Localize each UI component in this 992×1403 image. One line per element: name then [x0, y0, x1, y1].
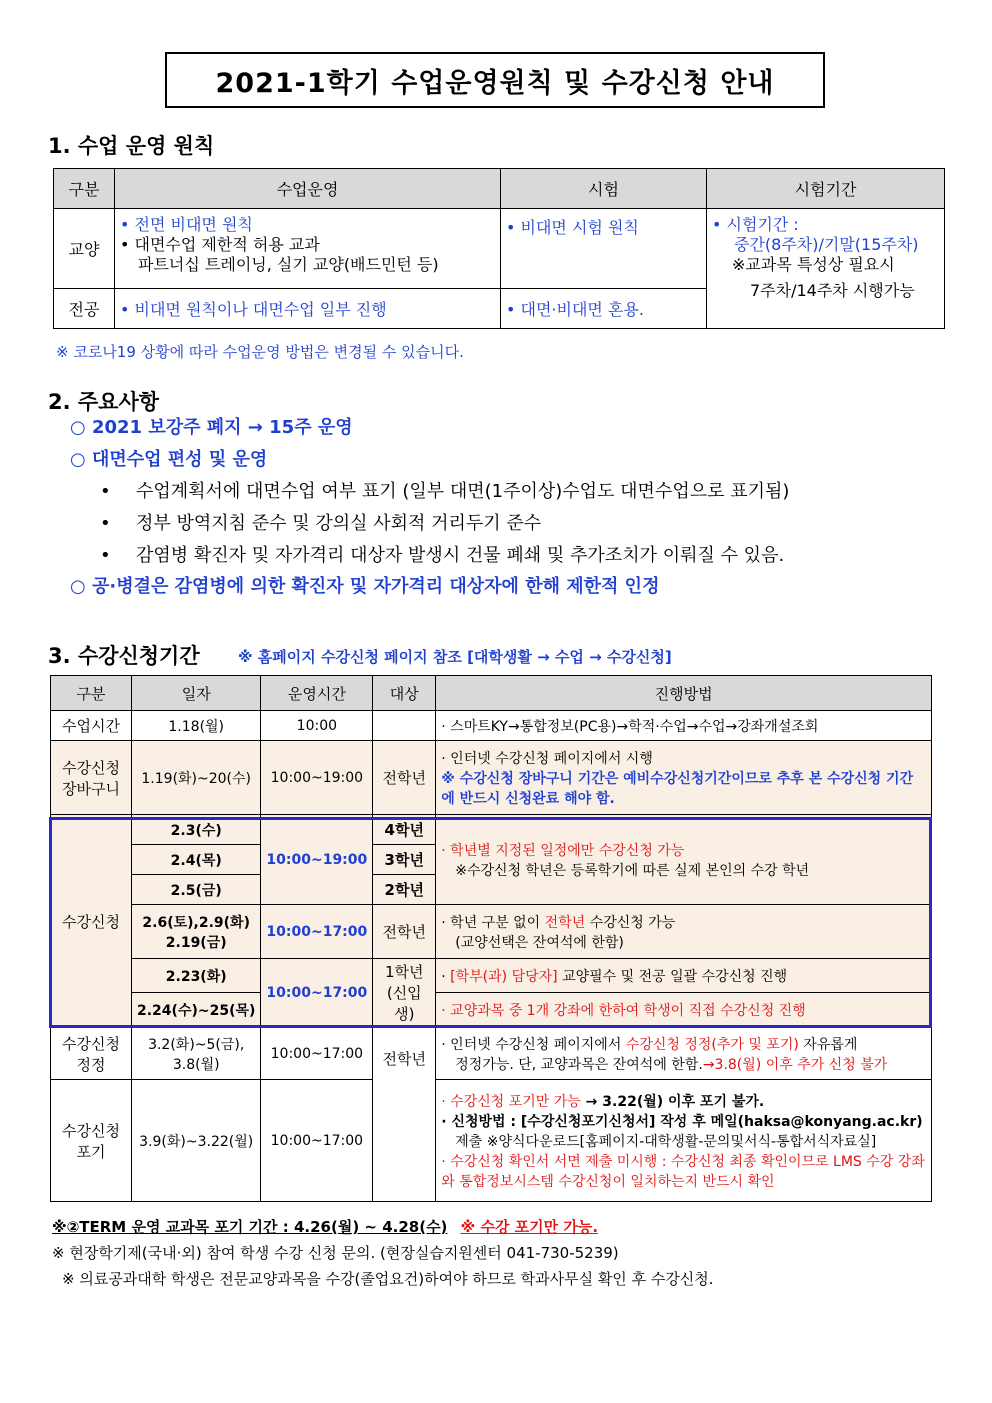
- header-method: 진행방법: [436, 676, 932, 711]
- cart-label-2: 장바구니: [62, 779, 120, 798]
- bullet-item: • 감염병 확진자 및 자가격리 대상자 발생시 건물 폐쇄 및 추가조치가 이뤄질 수 있음.: [100, 545, 785, 566]
- cart-method-1: · 인터넷 수강신청 페이지에서 시행: [441, 750, 653, 767]
- row-label-gyoyang: 교양: [54, 209, 115, 289]
- change-method-2-red: →3.8(월) 이후 추가 신청 불가: [702, 1056, 888, 1073]
- reg-method-2a-red: 전학년: [544, 914, 586, 931]
- change-label-2: 정정: [76, 1055, 106, 1074]
- change-date-1: 3.2(화)~5(금),: [148, 1036, 245, 1053]
- class-time-date: 1.18(월): [132, 711, 261, 741]
- header-period: 시험기간: [707, 169, 945, 209]
- exam-period: [707, 209, 945, 329]
- class-time-label: 수업시간: [51, 711, 132, 741]
- change-method: [436, 1028, 932, 1080]
- cart-date: 1.19(화)~20(수): [132, 741, 261, 815]
- cart-time: 10:00~19:00: [261, 741, 373, 815]
- change-method-1-post: 자유롭게: [798, 1036, 858, 1053]
- header-ops: 수업운영: [115, 169, 501, 209]
- section3-reference: ※ 홈페이지 수강신청 페이지 참조 [대학생활 → 수업 → 수강신청]: [238, 648, 672, 666]
- change-label: [51, 1028, 132, 1080]
- reg-method-1b: ※수강신청 학년은 등록학기에 따른 실제 본인의 수강 학년: [455, 862, 810, 879]
- header-date: 일자: [132, 676, 261, 711]
- reg-grade-all: 전학년: [373, 905, 436, 959]
- operation-table: [53, 168, 945, 329]
- reg-grade-2: 2학년: [373, 875, 436, 905]
- drop-time: 10:00~17:00: [261, 1080, 373, 1202]
- reg-method-2a: [441, 912, 926, 932]
- drop-method: [436, 1080, 932, 1202]
- period-line: 중간(8주차)/기말(15주차): [734, 235, 919, 254]
- change-method-1: [441, 1034, 926, 1054]
- bullet-text: 감염병 확진자 및 자가격리 대상자 발생시 건물 폐쇄 및 추가조치가 이뤄질 수 있음.: [136, 545, 785, 566]
- reg-method-1: [436, 815, 932, 905]
- change-method-1-red: 수강신청 정정(추가 및 포기): [625, 1036, 799, 1053]
- cart-target: 전학년: [373, 741, 436, 815]
- reg-method-3: [436, 959, 932, 993]
- bullet-item: • 정부 방역지침 준수 및 강의실 사회적 거리두기 준수: [100, 513, 542, 534]
- bullet-text: 정부 방역지침 준수 및 강의실 사회적 거리두기 준수: [136, 513, 542, 534]
- drop-method-4: · 수강신청 확인서 서면 제출 미시행 : 수강신청 최종 확인이므로 LMS 수강 강좌와 통합정보시스템 수강신청이 일치하는지 반드시 확인: [441, 1153, 925, 1190]
- reg-time-3: 10:00~17:00: [261, 959, 373, 1027]
- bullet-list: [100, 477, 940, 571]
- header-exam: 시험: [501, 169, 707, 209]
- reg-time-2: 10:00~17:00: [261, 905, 373, 959]
- class-time-method: · 스마트KY→통합정보(PC용)→학적·수업→수업→강좌개설조회: [436, 711, 932, 741]
- reg-method-3-red: [학부(과) 담당자]: [450, 968, 558, 985]
- registration-table: [50, 675, 932, 1202]
- header-gubun: 구분: [54, 169, 115, 209]
- reg-method-4: · 교양과목 중 1개 강좌에 한하여 학생이 직접 수강신청 진행: [436, 993, 932, 1027]
- header-gubun: 구분: [51, 676, 132, 711]
- item-daemyeon: ○ 대면수업 편성 및 운영: [70, 449, 268, 470]
- change-label-1: 수강신청: [62, 1034, 120, 1053]
- change-method-2-pre: 정정가능. 단, 교양과목은 잔여석에 한함.: [455, 1056, 703, 1073]
- reg-date-3: 2.5(금): [132, 875, 261, 905]
- section1-heading: 1. 수업 운영 원칙: [48, 134, 215, 158]
- page-title: 2021-1학기 수업운영원칙 및 수강신청 안내: [165, 52, 825, 108]
- reg-method-2a-pre: · 학년 구분 없이: [441, 914, 545, 931]
- drop-label-1: 수강신청: [62, 1121, 120, 1140]
- change-time: 10:00~17:00: [261, 1028, 373, 1080]
- drop-method-1-red: · 수강신청 포기만 가능: [441, 1093, 581, 1110]
- bullet-text: 수업계획서에 대면수업 여부 표기 (일부 대면(1주이상)수업도 대면수업으로 표기됨): [136, 481, 790, 502]
- section3-heading: 3. 수강신청기간: [48, 644, 200, 668]
- drop-date: 3.9(화)~3.22(월): [132, 1080, 261, 1202]
- change-date-2: 3.8(월): [172, 1056, 220, 1073]
- reg-date-4a: 2.6(토),2.9(화): [142, 914, 250, 931]
- gyoyang-exam: • 비대면 시험 원칙: [501, 209, 707, 289]
- cart-label-1: 수강신청: [62, 758, 120, 777]
- reg-time-1: 10:00~19:00: [261, 815, 373, 905]
- drop-method-2: · 신청방법 : [수강신청포기신청서] 작성 후 메일(haksa@konyang.ac.kr): [441, 1113, 923, 1130]
- reg-method-3-post: 교양필수 및 전공 일괄 수강신청 진행: [557, 968, 788, 985]
- reg-method-2a-post: 수강신청 가능: [585, 914, 676, 931]
- section1-note: ※ 코로나19 상황에 따라 수업운영 방법은 변경될 수 있습니다.: [56, 343, 464, 361]
- row-label-jeongong: 전공: [54, 289, 115, 329]
- ops-line: 파트너십 트레이닝, 실기 교양(배드민턴 등): [138, 255, 439, 274]
- reg-grade-1b: (신입생): [386, 984, 422, 1023]
- class-time-target: [373, 711, 436, 741]
- reg-grade-1: [373, 959, 436, 1027]
- change-method-1-pre: · 인터넷 수강신청 페이지에서: [441, 1036, 626, 1053]
- drop-method-3: 제출 ※양식다운로드[홈페이지-대학생활-문의및서식-통합서식자료실]: [455, 1133, 877, 1150]
- reg-date-4: [132, 905, 261, 959]
- bullet-item: • 수업계획서에 대면수업 여부 표기 (일부 대면(1주이상)수업도 대면수업으로 표기됨): [100, 481, 790, 502]
- reg-date-6: 2.24(수)~25(목): [132, 993, 261, 1027]
- reg-date-1: 2.3(수): [132, 815, 261, 845]
- section2-heading: 2. 주요사항: [48, 390, 160, 414]
- cart-label: [51, 741, 132, 815]
- reg-grade-4: 4학년: [373, 815, 436, 845]
- note-term-red: ※ 수강 포기만 가능.: [460, 1218, 599, 1236]
- reg-label: 수강신청: [51, 815, 132, 1028]
- reg-grade-3: 3학년: [373, 845, 436, 875]
- header-target: 대상: [373, 676, 436, 711]
- reg-method-2: [436, 905, 932, 959]
- reg-date-4b: 2.19(금): [165, 934, 227, 951]
- drop-method-1-post: → 3.22(월) 이후 포기 불가.: [580, 1093, 765, 1110]
- reg-method-3-pre: ·: [441, 968, 451, 985]
- reg-grade-1a: 1학년: [385, 963, 424, 981]
- drop-method-1: [441, 1091, 926, 1111]
- reg-date-2: 2.4(목): [132, 845, 261, 875]
- reg-method-1a: · 학년별 지정된 일정에만 수강신청 가능: [441, 842, 685, 859]
- note-medical: ※ 의료공과대학 학생은 전문교양과목을 수강(졸업요건)하여야 하므로 학과사무실 확인 후 수강신청.: [62, 1270, 714, 1288]
- header-time: 운영시간: [261, 676, 373, 711]
- ops-line: • 대면수업 제한적 허용 교과: [120, 235, 320, 254]
- period-line: 7주차/14주차 시행가능: [750, 281, 915, 300]
- item-gongbyeong: ○ 공·병결은 감염병에 의한 확진자 및 자가격리 대상자에 한해 제한적 인정: [70, 576, 660, 597]
- reg-method-2b: (교양선택은 잔여석에 한함): [455, 934, 624, 951]
- note-field-semester: ※ 현장학기제(국내·외) 참여 학생 수강 신청 문의. (현장실습지원센터 041-730-5239): [52, 1244, 619, 1262]
- drop-label-2: 포기: [76, 1142, 106, 1161]
- note-term: [52, 1216, 598, 1237]
- item-bogang: ○ 2021 보강주 폐지 → 15주 운영: [70, 417, 353, 438]
- change-target: 전학년: [373, 1028, 436, 1202]
- ops-line: • 전면 비대면 원칙: [120, 215, 253, 234]
- class-time-time: 10:00: [261, 711, 373, 741]
- jeongong-ops: • 비대면 원칙이나 대면수업 일부 진행: [115, 289, 501, 329]
- jeongong-exam: • 대면·비대면 혼용.: [501, 289, 707, 329]
- drop-label: [51, 1080, 132, 1202]
- change-date: [132, 1028, 261, 1080]
- cart-method-2: ※ 수강신청 장바구니 기간은 예비수강신청기간이므로 추후 본 수강신청 기간에 반드시 신청완료 해야 함.: [441, 770, 914, 807]
- cart-method: [436, 741, 932, 815]
- period-line: • 시험기간 :: [712, 215, 799, 234]
- gyoyang-ops: [115, 209, 501, 289]
- change-method-2: [441, 1054, 926, 1074]
- reg-date-5: 2.23(화): [132, 959, 261, 993]
- period-line: ※교과목 특성상 필요시: [732, 255, 895, 274]
- note-term-text: ※②TERM 운영 교과목 포기 기간 : 4.26(월) ~ 4.28(수): [52, 1218, 448, 1236]
